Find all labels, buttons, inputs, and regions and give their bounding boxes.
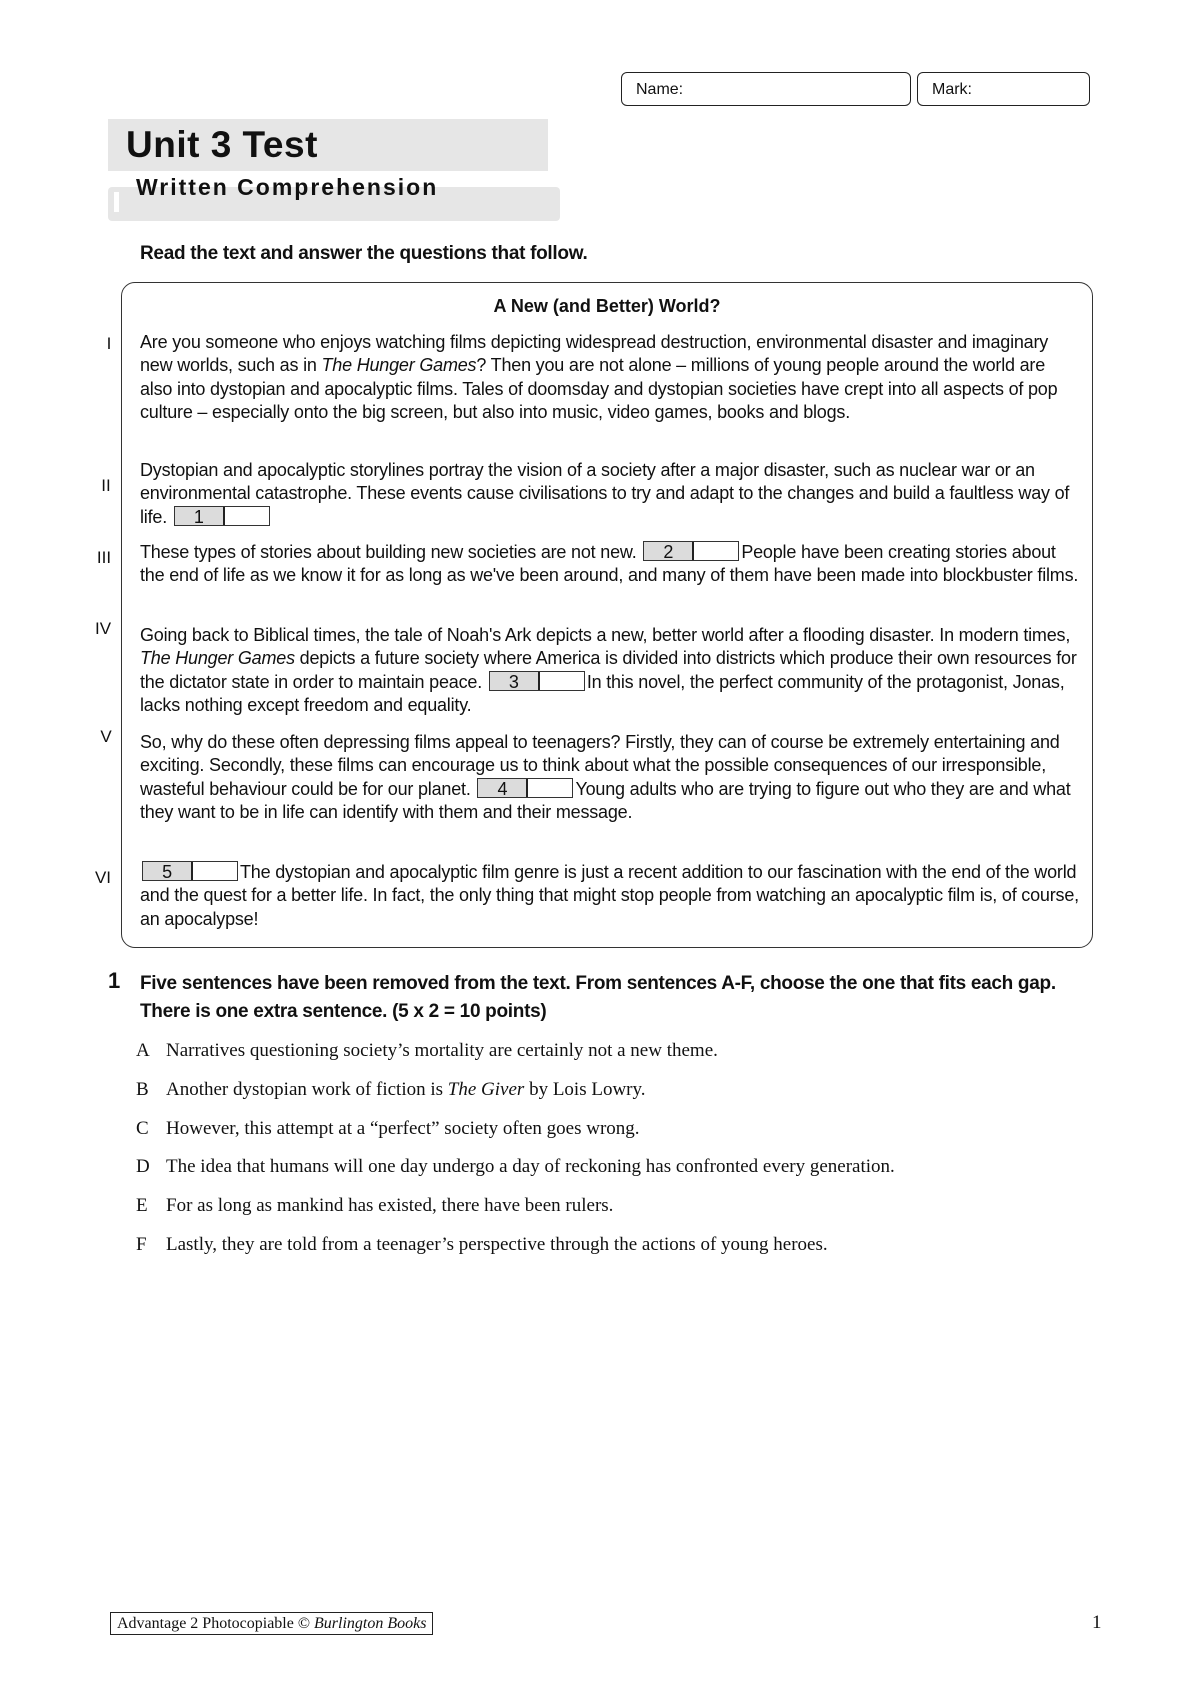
gap-number: 4: [478, 779, 528, 797]
mark-label: Mark:: [932, 81, 972, 98]
paragraph-6: 5 The dystopian and apocalyptic film genre is just a recent addition to our fascination with the end of the world and the quest for a better life. In fact, the only thing that might stop people from watching an apocalyptic film is, of course, an apocalypse!: [140, 862, 1079, 929]
option-letter: E: [136, 1195, 148, 1216]
paragraph-number: II: [101, 476, 111, 495]
paragraph-number: III: [96, 548, 112, 567]
option-f: F Lastly, they are told from a teenager’s perspective through the actions of young heroes.: [136, 1234, 828, 1255]
paragraph-number: I: [106, 334, 112, 353]
publisher-name: Burlington Books: [314, 1615, 427, 1632]
subtitle-notch: [114, 192, 119, 212]
instruction: Read the text and answer the questions that follow.: [140, 243, 588, 264]
gap-box[interactable]: [174, 506, 270, 526]
option-c: C However, this attempt at a “perfect” society often goes wrong.: [136, 1118, 640, 1139]
gap-box[interactable]: [489, 671, 585, 691]
option-letter: A: [136, 1040, 150, 1061]
gap-number: 3: [490, 672, 540, 690]
gap-box[interactable]: [142, 861, 238, 881]
gap-box[interactable]: [643, 541, 739, 561]
option-d: D The idea that humans will one day undergo a day of reckoning has confronted every generation.: [136, 1156, 895, 1177]
gap-box[interactable]: [477, 778, 573, 798]
paragraph-number: IV: [94, 619, 112, 638]
reading-title: A New (and Better) World?: [493, 296, 721, 316]
page-title: Unit 3 Test: [126, 124, 318, 165]
name-label: Name:: [636, 81, 684, 98]
page-subtitle: Written Comprehension: [136, 174, 439, 200]
option-letter: B: [136, 1079, 149, 1100]
page-number: 1: [1092, 1612, 1102, 1633]
option-b: B Another dystopian work of fiction is The Giver by Lois Lowry.: [136, 1079, 646, 1100]
paragraph-4: Going back to Biblical times, the tale of Noah's Ark depicts a new, better world after a flooding disaster. In modern times, The Hunger Games depicts a future society where America is divided into districts which produce their own resources for the dictator state in order to maintain peace. 3 In this novel, the perfect community of the protagonist, Jonas, lacks nothing except freedom and equality.: [140, 625, 1077, 715]
mark-field[interactable]: [917, 72, 1090, 106]
gap-number: 1: [175, 507, 225, 525]
option-letter: C: [136, 1118, 149, 1139]
question-text: Five sentences have been removed from the text. From sentences A-F, choose the one that fits each gap. There is one extra sentence. (5 x 2 = 10 points): [140, 973, 1056, 1022]
gap-number: 5: [143, 862, 193, 880]
question-number: 1: [108, 968, 121, 993]
paragraph-number: VI: [94, 868, 112, 887]
option-a: A Narratives questioning society’s mortality are certainly not a new theme.: [136, 1040, 718, 1061]
option-e: E For as long as mankind has existed, there have been rulers.: [136, 1195, 614, 1216]
paragraph-2: Dystopian and apocalyptic storylines portray the vision of a society after a major disaster, such as nuclear war or an environmental catastrophe. These events cause civilisations to try and adapt to the changes and build a faultless way of life. 1: [140, 460, 1070, 527]
paragraph-3: These types of stories about building new societies are not new. 2 People have been creating stories about the end of life as we know it for as long as we've been around, and many of them have been made into blockbuster films.: [140, 542, 1079, 586]
footer-copyright: Advantage 2 Photocopiable © Burlington Books: [110, 1612, 433, 1635]
gap-number: 2: [644, 542, 694, 560]
paragraph-5: So, why do these often depressing films appeal to teenagers? Firstly, they can of course be extremely entertaining and exciting. Secondly, these films can encourage us to think about what the possible consequences of our irresponsible, wasteful behaviour could be for our planet. 4 Young adults who are trying to figure out who they are and what they want to be in life can identify with them and their message.: [140, 732, 1071, 822]
paragraph-1: Are you someone who enjoys watching films depicting widespread destruction, environmental disaster and imaginary new worlds, such as in The Hunger Games? Then you are not alone – millions of young people around the world are also into dystopian and apocalyptic films. Tales of doomsday and dystopian societies have crept into all aspects of pop culture – especially onto the big screen, but also into music, video games, books and blogs.: [140, 332, 1058, 422]
name-field[interactable]: [621, 72, 911, 106]
option-letter: F: [136, 1234, 147, 1255]
paragraph-number: V: [100, 727, 112, 746]
option-letter: D: [136, 1156, 150, 1177]
